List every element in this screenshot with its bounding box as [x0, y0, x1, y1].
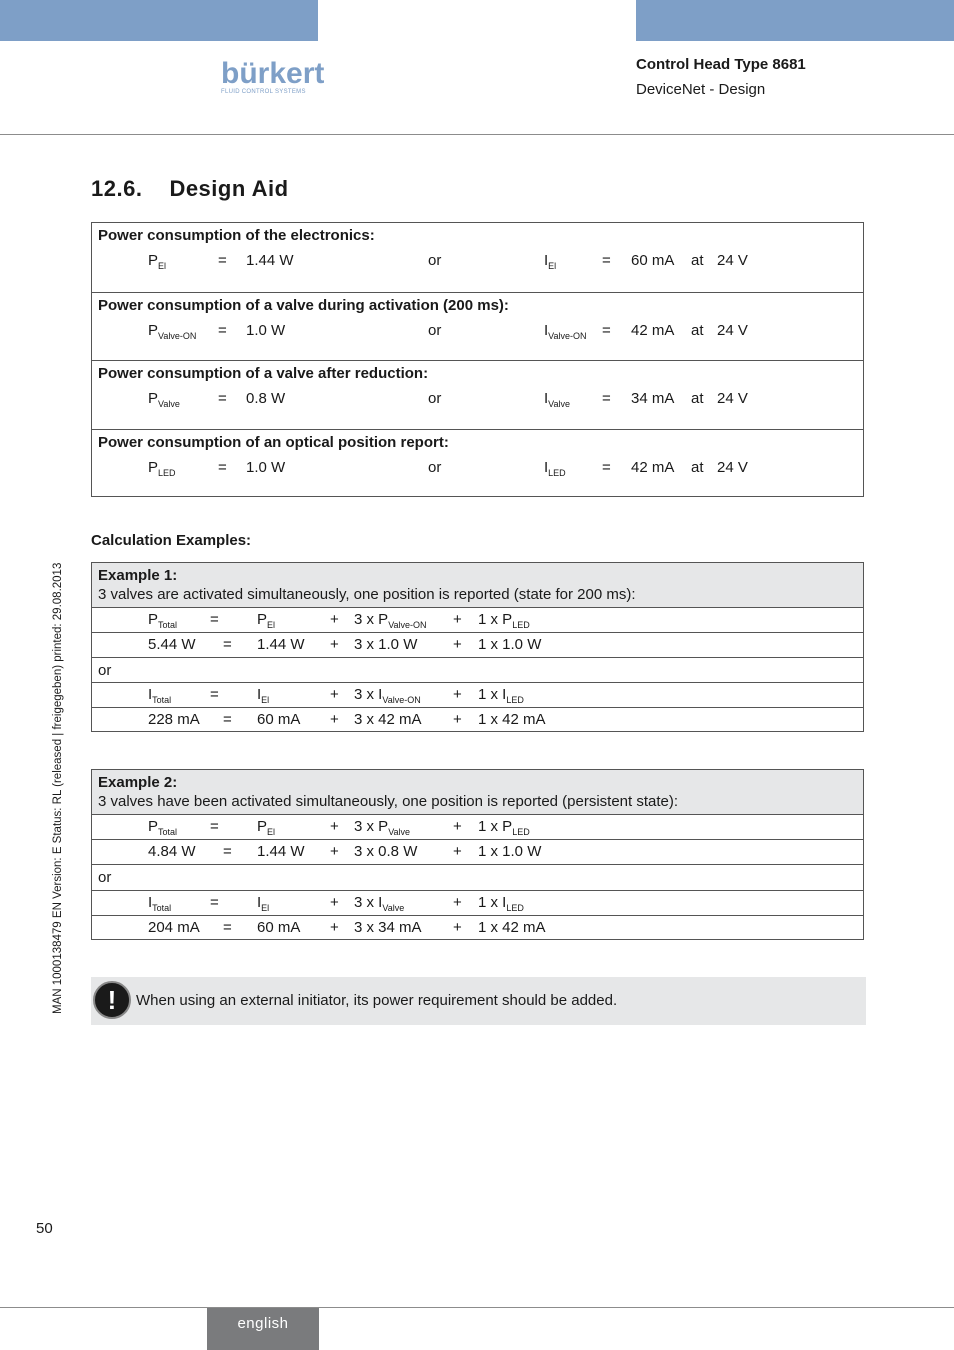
equals-sign: =	[223, 711, 232, 728]
term-a: $I_{Total}$	[148, 686, 172, 705]
plus-sign: +	[453, 843, 462, 861]
footer-divider	[0, 1307, 954, 1308]
current-value: 42 mA	[631, 321, 675, 339]
power-row	[92, 223, 863, 292]
current-symbol: $I_{Valve-ON}$	[544, 321, 587, 341]
power-value: 1.0 W	[246, 458, 286, 476]
current-value: 34 mA	[631, 390, 675, 407]
power-symbol: $P_{LED}$	[148, 458, 176, 478]
example-row	[92, 707, 863, 732]
plus-sign: +	[330, 636, 339, 653]
term-a: 5.44 W	[148, 636, 196, 653]
equals-sign: =	[223, 843, 232, 861]
example-row	[92, 632, 863, 657]
term-b: 1.44 W	[257, 636, 305, 653]
power-symbol: $P_{Valve-ON}$	[148, 321, 197, 341]
term-b: 60 mA	[257, 918, 301, 936]
example-row	[92, 607, 863, 632]
header-band-left	[0, 0, 318, 41]
or-label: or	[428, 252, 442, 269]
term-b: $P_{El}$	[257, 818, 276, 837]
term-d: 1 x $I_{LED}$	[478, 893, 524, 913]
term-b: 60 mA	[257, 711, 301, 728]
term-b: $I_{El}$	[257, 686, 270, 705]
current-value: 60 mA	[631, 252, 675, 269]
example-row	[92, 814, 863, 839]
equals-sign: =	[602, 458, 611, 476]
or-label: or	[428, 458, 442, 476]
equals-sign: =	[223, 918, 232, 936]
term-a: 204 mA	[148, 918, 200, 936]
section-title: Design Aid	[169, 176, 289, 201]
term-a: 4.84 W	[148, 843, 196, 861]
calculation-examples-heading: Calculation Examples:	[91, 532, 252, 549]
power-row	[92, 360, 863, 429]
term-d: 1 x 1.0 W	[478, 843, 542, 861]
language-tab: english	[207, 1308, 319, 1350]
term-c: 3 x 0.8 W	[354, 843, 418, 861]
example-row	[92, 864, 863, 889]
power-value: 0.8 W	[246, 390, 286, 407]
section-heading	[91, 176, 289, 202]
logo-wordmark: bürkert	[221, 57, 325, 90]
plus-sign: +	[330, 711, 339, 728]
section-number: 12.6.	[91, 176, 143, 201]
equals-sign: =	[210, 686, 219, 703]
term-a: $P_{Total}$	[148, 818, 178, 837]
term-b: 1.44 W	[257, 843, 305, 861]
equals-sign: =	[218, 458, 227, 476]
term-a: $P_{Total}$	[148, 611, 178, 630]
at-label: at	[691, 321, 704, 339]
note-box	[91, 977, 866, 1025]
term-c: 3 x 1.0 W	[354, 636, 418, 653]
power-consumption-table	[91, 222, 864, 497]
term-d: 1 x 42 mA	[478, 711, 546, 728]
term-c: 3 x 42 mA	[354, 711, 422, 728]
at-label: at	[691, 390, 704, 407]
plus-sign: +	[453, 918, 462, 936]
power-symbol: $P_{El}$	[148, 252, 167, 271]
plus-sign: +	[453, 686, 462, 703]
power-row-heading: Power consumption of the electronics:	[98, 227, 375, 244]
example-row	[92, 839, 863, 864]
power-row	[92, 292, 863, 361]
equals-sign: =	[218, 390, 227, 407]
power-row-heading: Power consumption of an optical position report:	[98, 433, 449, 451]
example-header	[92, 770, 863, 814]
logo-subtitle: FLUID CONTROL SYSTEMS	[221, 89, 306, 95]
plus-sign: +	[330, 893, 339, 911]
voltage-value: 24 V	[717, 458, 748, 476]
at-label: at	[691, 252, 704, 269]
term-b: $I_{El}$	[257, 893, 270, 913]
equals-sign: =	[602, 390, 611, 407]
example-1-table	[91, 562, 864, 732]
term-c: 3 x $I_{Valve}$	[354, 893, 405, 913]
term-c: 3 x $P_{Valve}$	[354, 818, 411, 837]
plus-sign: +	[453, 893, 462, 911]
at-label: at	[691, 458, 704, 476]
plus-sign: +	[453, 818, 462, 835]
current-symbol: $I_{El}$	[544, 252, 557, 271]
term-d: 1 x $P_{LED}$	[478, 611, 530, 630]
power-symbol: $P_{Valve}$	[148, 390, 180, 409]
voltage-value: 24 V	[717, 321, 748, 339]
or-label: or	[98, 662, 112, 679]
example-description: 3 valves have been activated simultaneously, one position is reported (persistent state):	[98, 793, 679, 810]
equals-sign: =	[218, 321, 227, 339]
example-description: 3 valves are activated simultaneously, one position is reported (state for 200 ms):	[98, 586, 636, 603]
power-value: 1.44 W	[246, 252, 294, 269]
example-row	[92, 682, 863, 707]
equals-sign: =	[210, 818, 219, 835]
or-label: or	[428, 390, 442, 407]
document-meta-vertical: MAN 1000138479 EN Version: E Status: RL (released | freigegeben) printed: 29.08.2013	[52, 562, 64, 1014]
power-row-heading: Power consumption of a valve during activation (200 ms):	[98, 296, 509, 314]
term-d: 1 x $P_{LED}$	[478, 818, 530, 837]
term-b: $P_{El}$	[257, 611, 276, 630]
power-row	[92, 429, 863, 498]
term-d: 1 x 42 mA	[478, 918, 546, 936]
document-subtitle: DeviceNet - Design	[636, 81, 766, 98]
power-row-heading: Power consumption of a valve after reduction:	[98, 365, 429, 382]
term-a: $I_{Total}$	[148, 893, 172, 913]
example-title: Example 1:	[98, 567, 178, 584]
plus-sign: +	[330, 918, 339, 936]
header-band-right	[636, 0, 954, 41]
header-divider	[0, 134, 954, 135]
plus-sign: +	[453, 711, 462, 728]
term-a: 228 mA	[148, 711, 200, 728]
or-label: or	[98, 869, 112, 887]
or-label: or	[428, 321, 442, 339]
example-title: Example 2:	[98, 774, 178, 791]
brand-logo	[221, 57, 325, 95]
example-header	[92, 563, 863, 607]
equals-sign: =	[602, 321, 611, 339]
equals-sign: =	[218, 252, 227, 269]
term-d: 1 x $I_{LED}$	[478, 686, 524, 705]
example-row	[92, 890, 863, 915]
plus-sign: +	[330, 818, 339, 835]
voltage-value: 24 V	[717, 252, 748, 269]
note-text: When using an external initiator, its power requirement should be added.	[136, 992, 618, 1009]
current-value: 42 mA	[631, 458, 675, 476]
plus-sign: +	[453, 611, 462, 628]
plus-sign: +	[330, 686, 339, 703]
exclamation-icon: !	[93, 981, 131, 1019]
term-c: 3 x 34 mA	[354, 918, 422, 936]
plus-sign: +	[330, 611, 339, 628]
plus-sign: +	[330, 843, 339, 861]
example-row	[92, 915, 863, 940]
equals-sign: =	[223, 636, 232, 653]
document-title: Control Head Type 8681	[636, 56, 806, 73]
current-symbol: $I_{Valve}$	[544, 390, 571, 409]
equals-sign: =	[210, 893, 219, 911]
example-2-table	[91, 769, 864, 940]
current-symbol: $I_{LED}$	[544, 458, 566, 478]
page-number: 50	[36, 1220, 53, 1237]
power-value: 1.0 W	[246, 321, 286, 339]
equals-sign: =	[210, 611, 219, 628]
term-c: 3 x $I_{Valve-ON}$	[354, 686, 421, 705]
term-d: 1 x 1.0 W	[478, 636, 542, 653]
voltage-value: 24 V	[717, 390, 748, 407]
plus-sign: +	[453, 636, 462, 653]
equals-sign: =	[602, 252, 611, 269]
term-c: 3 x $P_{Valve-ON}$	[354, 611, 427, 630]
example-row	[92, 657, 863, 682]
